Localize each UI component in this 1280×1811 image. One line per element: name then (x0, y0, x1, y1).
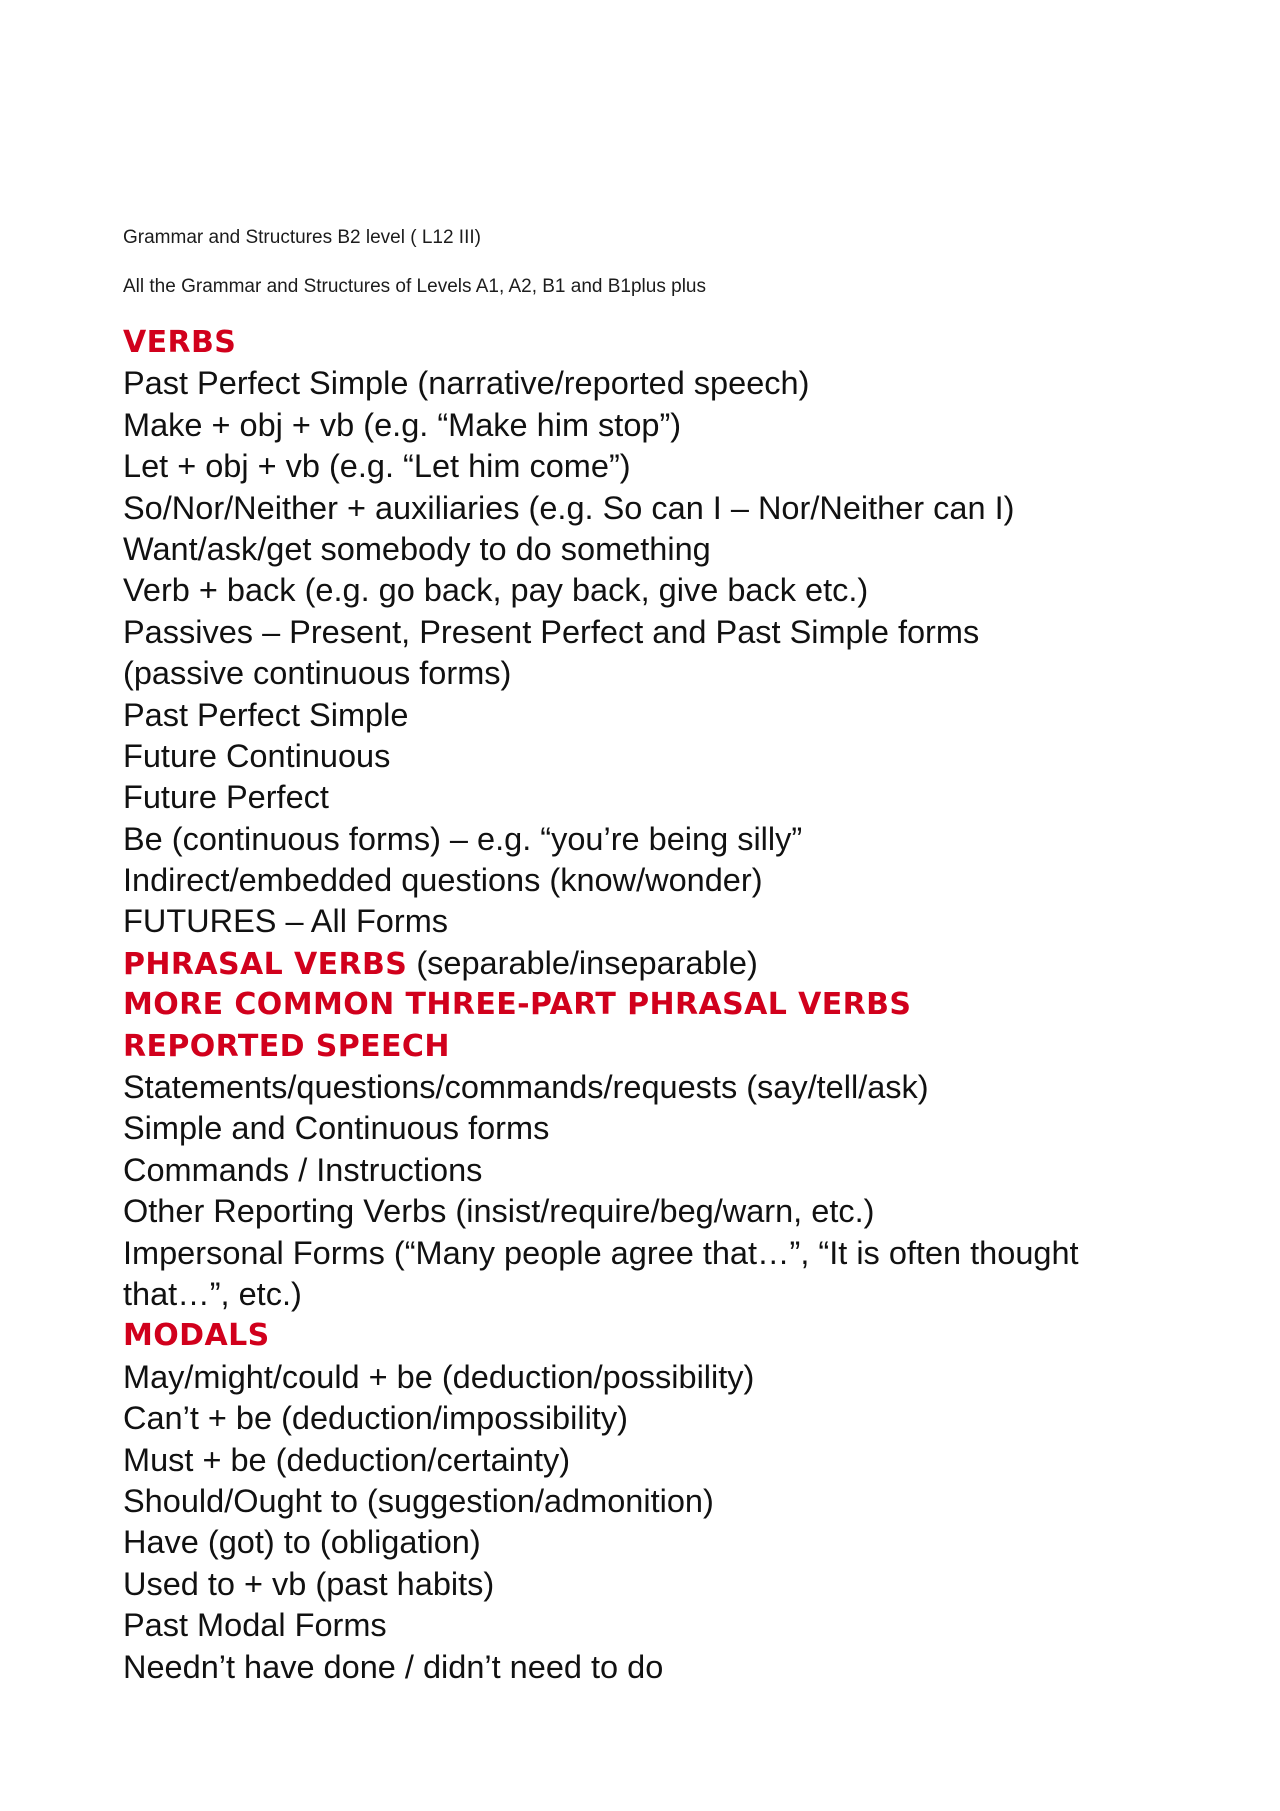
phrasal-verbs-row (123, 943, 1163, 984)
modals-heading: MODALS (123, 1318, 270, 1354)
modals-item: Used to + vb (past habits) (123, 1565, 495, 1602)
reported-speech-item: Impersonal Forms (“Many people agree that…”, “It is often thought (123, 1234, 1079, 1271)
modals-item: Can’t + be (deduction/impossibility) (123, 1400, 628, 1437)
verbs-heading: VERBS (123, 325, 237, 360)
document-subtitle: All the Grammar and Structures of Levels A1, A2, B1 and B1plus plus (123, 276, 706, 297)
reported-speech-heading: REPORTED SPEECH (123, 1028, 450, 1064)
reported-speech-item: Statements/questions/commands/requests (say/tell/ask) (123, 1069, 929, 1106)
verbs-item: Want/ask/get somebody to do something (123, 530, 711, 567)
verbs-item: Past Perfect Simple (123, 696, 409, 733)
three-part-heading: MORE COMMON THREE-PART PHRASAL VERBS (123, 987, 912, 1023)
reported-speech-item: Commands / Instructions (123, 1151, 483, 1188)
modals-item: Should/Ought to (suggestion/admonition) (123, 1482, 714, 1519)
verbs-item: So/Nor/Neither + auxiliaries (e.g. So can I – Nor/Neither can I) (123, 489, 1015, 526)
verbs-item: Make + obj + vb (e.g. “Make him stop”) (123, 406, 682, 443)
reported-speech-item: Simple and Continuous forms (123, 1110, 550, 1147)
modals-item: Needn’t have done / didn’t need to do (123, 1648, 664, 1685)
phrasal-verbs-heading: PHRASAL VERBS (123, 946, 408, 982)
reported-speech-item: that…”, etc.) (123, 1275, 302, 1312)
modals-item: Past Modal Forms (123, 1607, 387, 1644)
verbs-item: Verb + back (e.g. go back, pay back, give back etc.) (123, 572, 869, 609)
verbs-item: Future Perfect (123, 779, 329, 816)
verbs-item: Be (continuous forms) – e.g. “you’re being silly” (123, 820, 803, 857)
verbs-item: Future Continuous (123, 737, 391, 774)
modals-item: Must + be (deduction/certainty) (123, 1441, 571, 1478)
verbs-item: (passive continuous forms) (123, 655, 512, 692)
verbs-item: Let + obj + vb (e.g. “Let him come”) (123, 448, 631, 485)
phrasal-verbs-note: (separable/inseparable) (416, 944, 758, 981)
verbs-item: FUTURES – All Forms (123, 903, 449, 940)
document-body (123, 322, 1163, 1688)
verbs-item: Indirect/embedded questions (know/wonder) (123, 862, 763, 899)
modals-item: Have (got) to (obligation) (123, 1524, 481, 1561)
verbs-item: Past Perfect Simple (narrative/reported speech) (123, 365, 810, 402)
document-title: Grammar and Structures B2 level ( L12 III) (123, 227, 481, 248)
verbs-item: Passives – Present, Present Perfect and Past Simple forms (123, 613, 980, 650)
reported-speech-item: Other Reporting Verbs (insist/require/beg/warn, etc.) (123, 1193, 875, 1230)
modals-item: May/might/could + be (deduction/possibility) (123, 1358, 755, 1395)
